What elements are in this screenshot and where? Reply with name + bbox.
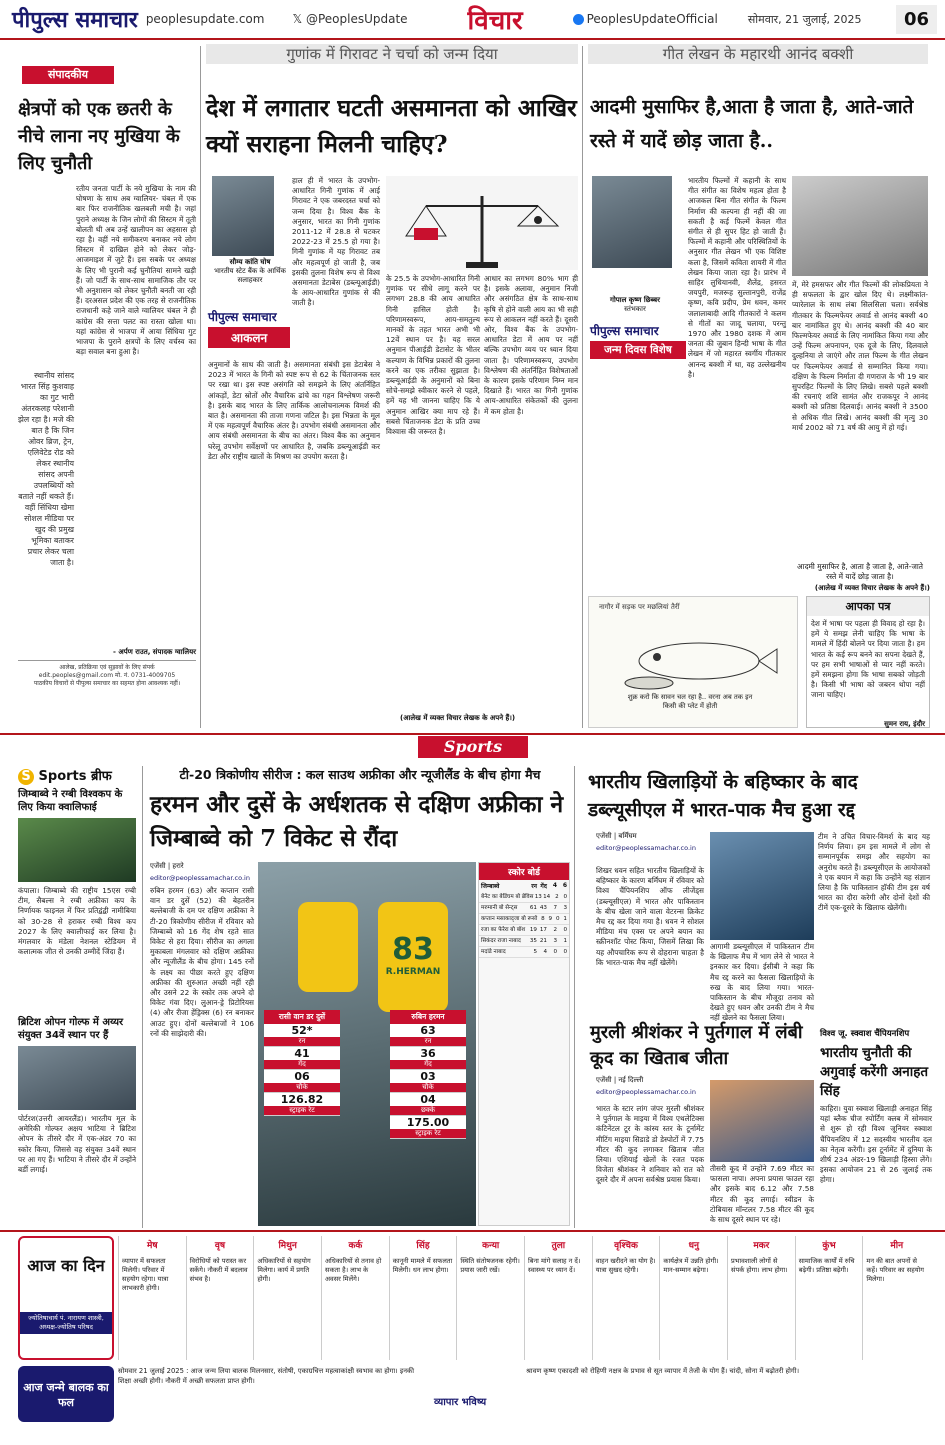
sign-name: कर्क [348, 1241, 363, 1251]
scoreboard-row [479, 903, 569, 914]
lyricist-footer: (आलेख में व्यक्त विचार लेखक के अपने हैं।) [814, 584, 930, 592]
horoscope-sign [389, 1236, 457, 1360]
stats-player2-list [390, 1024, 466, 1139]
scoreboard-cell: 9 [548, 916, 553, 922]
scoreboard-row [479, 925, 569, 936]
cartoon [588, 596, 798, 728]
columnist-photo [592, 176, 672, 268]
sports-brief-logo: S Sports ब्रीफ [18, 766, 138, 785]
main-headline: हरमन और दुसें के अर्धशतक से दक्षिण अफ्रीका ने जिम्बाब्वे को 7 विकेट से रौंदा [150, 791, 564, 852]
today-title: आज का दिन [27, 1256, 105, 1275]
today-note: ज्योतिषाचार्य पं. नारायण शास्त्री, अध्यक्ष-ज्योतिष परिषद [20, 1312, 112, 1334]
scoreboard-cell: 61 [529, 905, 537, 911]
child-text: सोमवार 21 जुलाई 2025 : आज जन्म लिया बालक मिलनसार, संतोषी, एकाग्रचित्त महत्वाकांक्षी स्वभाव का होगा। इनकी शिक्षा अच्छी होगी। नौकरी में अच्छी सफलता प्राप्त होगी। [118, 1367, 414, 1385]
editorial-body: रतीय जनता पार्टी के नये मुखिया के नाम की घोषणा के साथ अब ग्वालियर- चंबल में एक बार फिर राजनीतिक खलबली मची है। जहां पुराने अध्यक्ष के जिन लोगों की सिस्टम में तूती बोलती थी अब उन्हें खालीपन का अहसास हो रहा है। वहीं नये समीकरण बनाकर नये लोग सिस्टम में दाखिल होने को लेकर जोड़-आजमाइश में जुटे हैं। इस सबके पर अध्यक्ष के लिए भी पुरानी कई चुनौतियां सामने खड़ी हैं। जो पार्टी के साथ-साथ सामाजिक तौर पर भी अनुशासन को लेकर चुनौती बनती जा रही हैं। दरअसल प्रदेश की एक तरह से राजनीतिक राजधानी कहे जाने वाले ग्वालियर चंबल ने ही कांग्रेस की सत्ता पलट का रास्ता खोला था। यहां कांग्रेस से भाजपा में आया सिंधिया गुट भाजपा के पुराने क्षत्रपों के लिए वर्चस्व का बड़ा सवाल बना हुआ है। [76, 184, 196, 357]
scoreboard-head-cell: जिम्बाब्वे [481, 883, 500, 890]
sign-text: विरोधियों को परास्त कर सकेंगे। नौकरी में बदलाव संभव है। [189, 1257, 248, 1283]
scoreboard-cell: 0 [563, 949, 567, 955]
stat-item [390, 1093, 466, 1116]
boycott-dateline: एजेंसी | बर्मिंघम [596, 832, 637, 840]
scoreboard-head-cell: रन [531, 883, 537, 890]
sign-name: सिंह [416, 1241, 430, 1251]
scoreboard-head-cell: 4 [552, 882, 557, 889]
horoscope-rule [0, 1230, 945, 1232]
stat-label: छक्के [390, 1106, 466, 1115]
horoscope-sign [253, 1236, 321, 1360]
sign-name: धनु [688, 1241, 699, 1251]
sign-name: तुला [551, 1241, 566, 1251]
scoreboard-cell: 1 [563, 916, 567, 922]
scoreboard [478, 862, 570, 1226]
scoreboard-cell: बेनेट का बेडिंघम बो ब्रेविस [481, 894, 534, 900]
scoreboard-cell: 3 [553, 938, 557, 944]
stat-value: 06 [294, 1070, 310, 1083]
editorial-label: संपादकीय [22, 66, 114, 84]
main-email[interactable]: editor@peoplessamachar.co.in [150, 874, 250, 882]
stats-player1-title: रासी वान डर दुसें [264, 1010, 340, 1024]
scoreboard-cell: 0 [563, 894, 568, 900]
horoscope-sign [659, 1236, 727, 1360]
lyricist-col1: भारतीय फिल्मों में कहानी के साथ गीत संगीत का विशेष महत्व होता है आजकल बिना गीत संगीत के फिल्म निर्माण की कल्पना ही नहीं की जा सकती है कई फिल्में केवल गीत संगीत से ही सुपर हिट हो जाती हैं। फिल्मों में कहानी और परिस्थितियों के अनुसार गीत लेखन भी एक विशिष्ट कला है, जिसमें कविता शायरी में गीत लेखन किया जाता रहा है। प्रारंभ में साहिर लुधियानवी, शैलेंद्र, हसरत जयपुरी, मजरूह सुल्तानपुरी, राजेंद्र कृष्ण, कवि प्रदीप, प्रेम धवन, कमर जलालाबादी आदि गीतकारों ने कलम से गीतों का जादू चलाया, परन्तु 1970 और 1980 दशक में आम जनता की जुबान हिन्दी भाषा के गीत लेखन में जो महारत स्वर्गीय गीतकार आनन्द बक्शी में था, वह उल्लेखनीय है। [688, 176, 786, 379]
column-divider [142, 766, 143, 1228]
author-photo [212, 176, 274, 256]
stats-player2-title: रुबिन हरमन [390, 1010, 466, 1024]
boycott-body3: टीम ने उचित विचार-विमर्श के बाद यह निर्णय लिया। हम इस मामले में लोग से सम्मानपूर्वक समझ और सहयोग का अनुरोध करते हैं। डब्ल्यूसीएल के आयोजकों ने एक बयान में कहा कि उन्होंने यह संज्ञान लिया है कि पाकिस्तान हॉकी टीम इस वर्ष भारत का दौरा करेगी और दोनों देशों की टीमें एक-दूसरे के खिलाफ खेलेंगी। [818, 832, 930, 913]
sign-text: अधिकारियों से तनाव हो सकता है। लाभ के अवसर मिलेंगे। [325, 1257, 382, 1283]
stat-value: 41 [294, 1047, 310, 1060]
cartoon-caption: नागौर में सड़क पर मछलियां तैरीं [599, 603, 680, 611]
horoscope-sign [727, 1236, 795, 1360]
column-divider [582, 46, 583, 728]
sign-text: वाहन खरीदने का योग है। यात्रा सुखद रहेगी। [595, 1257, 656, 1274]
jump-body2: तीसरी कूद में उन्होंने 7.69 मीटर का फासला नापा। अपना प्रयास फाउल रहा और इसके बाद 6.12 और 7.58 मीटर की कूद लगाई। स्वीडन के टोबियास मॉन्टलर 7.58 मीटर की कूद के साथ दूसरे स्थान पर रहे। [710, 1164, 814, 1225]
brief2-body: पोर्टरश(उत्तरी आयरलैंड)। भारतीय मूल के अमेरिकी गोल्फर अक्षय भाटिया ने ब्रिटिश ओपन के तीसरे दौर में एक-अंडर 70 का स्कोर किया, जिससे वह संयुक्त 34वें स्थान पर आ गए हैं। भाटिया ने तीसरे दौर में उन्होंने बर्डी लगाई। [18, 1114, 136, 1175]
sign-text: मन की बात अपनों से कहें। परिवार का सहयोग मिलेगा। [866, 1257, 924, 1283]
sign-name: मकर [753, 1241, 770, 1251]
scoreboard-cell: 5 [533, 949, 537, 955]
masthead [0, 0, 945, 40]
stat-value: 36 [420, 1047, 436, 1060]
lyricist-kicker: गीत लेखन के महारथी आनंद बक्शी [588, 44, 928, 64]
sign-name: मीन [890, 1241, 904, 1251]
scoreboard-row [479, 892, 569, 903]
stat-label: गेंद [264, 1060, 340, 1069]
scoreboard-cell: 13 [534, 894, 542, 900]
stat-value: 126.82 [280, 1093, 324, 1106]
lyricist-headline: आदमी मुसाफिर है,आता है जाता है, आते-जाते रस्ते में यादें छोड़ जाता है.. [590, 96, 914, 152]
stat-label: चौके [390, 1083, 466, 1092]
horoscope-sign [186, 1236, 254, 1360]
scoreboard-cell: रजा का फेरेरा बो बॉश [481, 927, 526, 933]
scoreboard-cell: 0 [555, 916, 560, 922]
scoreboard-cell: मरुमानी बो सेन्ट्स [481, 905, 518, 911]
sign-text: कार्यक्षेत्र में उन्नति होगी। मान-सम्मान बढ़ेगा। [663, 1257, 719, 1274]
sign-name: कन्या [482, 1241, 500, 1251]
sreeshankar-photo [710, 1080, 814, 1162]
scoreboard-cell: 3 [563, 905, 567, 911]
jump-email[interactable]: editor@peoplessamachar.co.in [596, 1088, 696, 1096]
website-link[interactable]: peoplesupdate.com [145, 12, 265, 26]
letter-body: देश में भाषा पर पहला ही विवाद हो रहा है। हमें ये समझ लेनी चाहिए कि भाषा के मामले में हिंदी बोलने पर दिया जाता है। हम भारत के कई रूप बनने का सपना देखते हैं, पर हम सभी भाषाओं से प्यार नहीं करते। हमें समझना होगा कि भाषा सबको जोड़ती है। किसी भी भाषा को जबरन थोपा नहीं जाना चाहिए। [811, 619, 925, 700]
cartoon-speech: शुक्र करो कि सावन चल रहा है.. वरना अब तक इन किसी की प्लेट में होती [627, 693, 753, 710]
scoreboard-header [479, 880, 569, 892]
horoscope-signs [118, 1236, 930, 1360]
analysis-col3: के 25.5 के उपभोग-आधारित गिनी गुणांक पर सीधे लागू करने पर लगभग 28.8 की आय आधारित गिनी हासिल होती है। परिणामस्वरूप, आय-समतुल्य मानकों के तहत भारत अभी भी 12वें स्थान पर है। यह सरल अनुमान पीआईडी डेटासेट के भीतर कल्याण के विभिन्न प्रकारों की तुलना करने का एक तरीका सुझाता है। डब्ल्यूआईडी के अनुमानों को बिना सोचे-समझे स्वीकार करने से पहले, हमें यह भी जानना चाहिए कि ये अनुमान आखिर क्या माप रहे हैं। सबसे चिंताजनक डेटा के प्रति उच्च विश्वास की जरूरत है। [386, 274, 480, 437]
facebook-handle[interactable]: PeoplesUpdateOfficial [573, 12, 718, 26]
sign-name: वृष [214, 1241, 226, 1251]
main-dateline: एजेंसी | हरारे [150, 862, 184, 870]
boycott-headline: भारतीय खिलाड़ियों के बहिष्कार के बाद डब्ल्यूसीएल में भारत-पाक मैच हुआ रद्द [588, 771, 858, 821]
lyricist-closing: आदमी मुसाफिर है, आता है जाता है, आते-जाते रस्ते में यादें छोड़ जाता है। [797, 562, 923, 581]
stat-label: रन [264, 1037, 340, 1046]
issue-date: सोमवार, 21 जुलाई, 2025 [747, 12, 862, 26]
player1-figure [298, 902, 358, 992]
stat-value: 04 [420, 1093, 436, 1106]
stat-value: 52* [291, 1024, 313, 1037]
analysis-footer: (आलेख में व्यक्त विचार लेखक के अपने हैं।) [400, 714, 516, 722]
business-title: व्यापार भविष्य [434, 1397, 487, 1408]
scoreboard-cell: 43 [539, 905, 547, 911]
scoreboard-cell: 0 [563, 927, 567, 933]
scoreboard-cell: मदांडे नाबाद [481, 949, 506, 955]
jump-headline: मुरली श्रीशंकर ने पुर्तगाल में लंबी कूद का खिताब जीता [590, 1022, 803, 1069]
sign-name: मिथुन [278, 1241, 297, 1251]
stat-item [390, 1024, 466, 1047]
jump-body: भारत के स्टार लांग जंपर मुरली श्रीशंकर ने पुर्तगाल के माइया में विश्व एथलेटिक्स कंटिनेंटल टूर के कांस्य स्तर के टूर्नामेंट मीटिंग माइया सिडाडे डो डेस्पोर्टो में 7.75 मीटर की कूद लगाकर खिताब जीत लिया। एशियाई खेलों के रजत पदक विजेता श्रीशंकर ने शनिवार को रात को दूसरे दौर में अपना सर्वश्रेष्ठ प्रयास किया। [596, 1104, 704, 1185]
scoreboard-cell: 14 [543, 894, 551, 900]
stat-item [390, 1047, 466, 1070]
author-caption: सौम्य कांति घोष भारतीय स्टेट बैंक के आर्थिक सलाहकार [214, 258, 286, 284]
sign-text: स्थिति संतोषजनक रहेगी। प्रयास जारी रखें। [460, 1257, 520, 1274]
scoreboard-cell: 2 [555, 894, 559, 900]
section-title: विचार [467, 6, 523, 36]
sign-name: मेष [147, 1241, 158, 1251]
analysis-col2: अनुमानों के साथ की जाती है। असमानता संबंधी इस डेटाबेस ने 2023 में भारत के गिनी को स्पष्ट रूप से 62 के चिंताजनक स्तर पर रखा था। इस स्पष्ट असंगति को समझने के लिए अंतर्निहित आंकड़ों, डेटा स्रोतों और वैचारिक ढांचे का गहन विश्लेषण जरूरी है। इसके बाद भारत के लिए तार्किक आलोचनात्मक विमर्श की बात है। असमानता की ताजा गणना जटिल है। इस भिन्नता के मूल में एक महत्वपूर्ण वैचारिक अंतर है। उपभोग संबंधी असमानता और आय संबंधी असमानता के बीच का अंतर। विश्व बैंक का अनुमान घरेलू उपभोग सर्वेक्षणों पर आधारित है, जबकि डब्ल्यूआईडी कर डेटा और राष्ट्रीय खातों के मिश्रण का उपयोग करता है। [208, 360, 380, 461]
horoscope-sign [592, 1236, 660, 1360]
scoreboard-cell: 21 [539, 938, 547, 944]
fish-drawing [609, 621, 779, 691]
divider [18, 660, 196, 661]
scoreboard-cell: 2 [553, 927, 557, 933]
rugby-photo [18, 818, 136, 882]
scoreboard-cell: 19 [529, 927, 537, 933]
business-text: श्रावण कृष्ण एकादशी को रोहिणी नक्षत्र के प्रभाव से सूत व्यापार में तेजी के योग हैं। चांदी, सोना में बढ़ोतरी होगी। [526, 1367, 800, 1375]
scoreboard-cell: सिकंदर राजा नाबाद [481, 938, 521, 944]
scoreboard-cell: 0 [553, 949, 557, 955]
squash-body: काहिरा। युवा स्क्वाश खिलाड़ी अनाहत सिंह यहां ब्लैक चीज स्पोर्टिंग क्लब में सोमवार से शुरू हो रही विश्व जूनियर स्क्वाश चैंपियनशिप में 12 सदस्यीय भारतीय दल का नेतृत्व करेंगी। इस टूर्नामेंट में दुनिया के शीर्ष 234 अंडर-19 खिलाड़ी हिस्सा लेंगे। इसका आयोजन 21 से 26 जुलाई तक होगा। [820, 1104, 932, 1185]
scoreboard-row [479, 914, 569, 925]
brief1-body: कंपाला। जिम्बाब्वे की राष्ट्रीय 15एस रग्बी टीम, सैबल्स ने रग्बी अफ्रीका कप के निर्णायक फाइनल में फिर प्रतिद्वंद्वी नामीबिया को 30-28 से हराकर रग्बी विश्व कप 2027 के लिए क्वालीफाई कर लिया है। मंगलवार के मंडेला नेशनल स्टेडियम में कलात्मक जीत से उनकी उम्मीदें जिंदा हैं। [18, 886, 136, 957]
stat-item [390, 1116, 466, 1139]
scoreboard-head-cell: 6 [562, 882, 567, 889]
anand-bakshi-photo [792, 176, 928, 276]
scoreboard-row [479, 947, 569, 958]
stat-label: रन [390, 1037, 466, 1046]
scoreboard-cell: 1 [563, 938, 567, 944]
editorial-headline: क्षेत्रपों को एक छतरी के नीचे लाना नए मुखिया के लिए चुनौती [18, 99, 180, 174]
horoscope-sign [795, 1236, 863, 1360]
sign-text: व्यापार में सफलता मिलेगी। परिवार में सहयोग रहेगा। यात्रा लाभकारी होगी। [122, 1257, 169, 1292]
stat-item [390, 1070, 466, 1093]
stat-item [264, 1093, 340, 1116]
horoscope-sign [456, 1236, 524, 1360]
stat-item [264, 1070, 340, 1093]
today-box [18, 1236, 114, 1360]
scoreboard-cell: 7 [553, 905, 557, 911]
stat-value: 175.00 [406, 1116, 450, 1129]
scoreboard-cell: 4 [543, 949, 547, 955]
scoreboard-cell: 17 [539, 927, 547, 933]
stat-label: स्ट्राइक रेट [390, 1129, 466, 1138]
horoscope-sign [524, 1236, 592, 1360]
letter-box [806, 596, 930, 728]
twitter-handle[interactable]: 𝕏 @PeoplesUpdate [292, 12, 408, 26]
editorial-pullquote: स्थानीय सांसद भारत सिंह कुशवाह का गुट भारी अंतरकलह परेशानी झेल रहा है। मजे की बात है कि जिन ओवर ब्रिज, ट्रेन, एलिवेटेड रोड को लेकर स्थानीय सांसद अपनी उपलब्धियों को बताते नहीं थकते हैं। वहीं सिंधिया खेमा सोशल मीडिया पर खुद की प्रमुख भूमिका बताकर प्रचार लेकर चला जाता है। [18, 371, 74, 567]
stat-label: स्ट्राइक रेट [264, 1106, 340, 1115]
scoreboard-head-cell: गेंद [540, 883, 547, 890]
scoreboard-cell: 8 [541, 916, 545, 922]
scoreboard-cell: 35 [529, 938, 537, 944]
sign-text: सामाजिक कार्यों में रुचि बढ़ेगी। प्रतिष्ठा बढ़ेगी। [798, 1257, 855, 1274]
editorial-contact: edit.peoples@gmail.com मो. नं. 0731-4009705 [38, 672, 176, 679]
scoreboard-cell: कप्तान मसाकाद्जा बो रूसो [481, 916, 538, 922]
jump-dateline: एजेंसी | नई दिल्ली [596, 1076, 644, 1084]
letter-signature: सुमन राय, इंदौर [884, 720, 925, 728]
jersey-name: R.HERMAN [385, 967, 441, 977]
page-number: 06 [896, 5, 937, 34]
facebook-icon [573, 14, 584, 25]
analysis-headline: देश में लगातार घटती असमानता को आखिर क्यों सराहना मिलनी चाहिए? [206, 94, 577, 158]
stat-value: 63 [420, 1024, 436, 1037]
squash-headline: भारतीय चुनौती की अगुवाई करेंगी अनाहत सिंह [820, 1045, 929, 1099]
sign-text: प्रभावशाली लोगों से संपर्क होगा। लाभ होगा। [731, 1257, 788, 1274]
sign-text: कानूनी मामले में सफलता मिलेगी। धन लाभ होगा। [392, 1257, 453, 1274]
lyricist-col2: में, मेरे हमसफर और गीत फिल्मों की लोकप्रियता ने ही सफलता के द्वार खोल दिए थे। लक्ष्मीकांत-प्यारेलाल के साथ लंबा सिलसिला चला। सर्वश्रेष्ठ गीतकार के फिल्मफेयर अवार्ड से आनंद बक्शी 40 बार नामांकित हुए थे। आनंद बक्शी की 40 बार फिल्मफेयर अवार्ड के लिए नामांकित किया गया और उन्हें फिल्म अपनापन, एक दूजे के लिए, दिलवाले दुल्हनिया ले जाएंगे और ताल फिल्म के गीत लेखन पर फिल्मफेयर अवार्ड से सम्मानित किया गया। दक्षिण के फिल्म निर्माता दी गणराज के भी 19 बार सुपरहिट फिल्मों के लिए लिखे। सबसे पहले बक्शी की रचनाएं शशि सामंत और राजकपूर ने आनंद बक्शी को प्रतिष्ठा दिलवाई। आनंद बक्शी ने 3500 से अधिक गीत लिखे। आनंद बक्शी की मृत्यु 30 मार्च 2002 को 71 वर्ष की आयु में हो गई। [792, 280, 928, 432]
players-photo [710, 832, 814, 940]
inequality-illustration [386, 176, 578, 270]
analysis-kicker: गुणांक में गिरावट ने चर्चा को जन्म दिया [206, 44, 578, 64]
sign-name: कुंभ [822, 1241, 836, 1251]
column-divider [200, 46, 201, 728]
boycott-body2: आगामी डब्ल्यूसीएल में पाकिस्तान टीम के खिलाफ मैच में भाग लेने से भारत ने इनकार कर दिया। ईसीबी ने कहा कि मैच रद्द करने का फैसला खिलाड़ियों के रुख के बाद लिया गया। भारत-पाकिस्तान के बीच मौजूदा तनाव को देखते हुए धवन और उनकी टीम ने मैच नहीं खेलने का फैसला लिया। [710, 942, 814, 1023]
boycott-body: शिखर धवन सहित भारतीय खिलाड़ियों के बहिष्कार के कारण बर्मिंघम में रविवार को विश्व चैंपियनशिप ऑफ लीजेंड्स (डब्ल्यूसीएल) में भारत और पाकिस्तान के बीच खेला जाने वाला वेटरन्स क्रिकेट मैच रद्द कर दिया गया है। धवन ने सोशल मीडिया मंच एक्स पर अपने बयान का स्क्रीनशॉट पोस्ट किया, जिसमें लिखा कि यह औपचारिक रूप से दोहराना चाहता है कि भारत-पाक मैच नहीं खेलेंगे। [596, 866, 704, 967]
horoscope-sign [862, 1236, 930, 1360]
birthday-badge: पीपुल्स समाचार जन्म दिवस विशेष [590, 322, 686, 356]
analysis-intro: हाल ही में भारत के उपभोग-आधारित गिनी गुणांक में आई गिरावट ने एक जबरदस्त चर्चा को जन्म दिया है। विश्व बैंक के अनुसार, भारत का गिनी गुणांक 2011-12 में 28.8 से घटकर 2022-23 में 25.5 हो गया है। गिनी गुणांक में यह गिरावट तब और महत्वपूर्ण हो जाती है, जब इसकी तुलना विशेष रूप से विश्व असमानता डेटाबेस (डब्ल्यूआईडी) के आय-आधारित गुणांक से की जाती है। [292, 176, 380, 308]
stats-player1 [264, 1010, 340, 1116]
editorial-footer: आलेख, प्रतिक्रिया एवं सुझावों के लिए संपर्क edit.peoples@gmail.com मो. नं. 0731-4009705 पाठकीय विचारों से पीपुल्स समाचार का सहमत होना आवश्यक नहीं। [18, 664, 196, 688]
horoscope-sign [321, 1236, 389, 1360]
stat-label: चौके [264, 1083, 340, 1092]
jersey-number: 83 [392, 932, 434, 967]
stat-value: 03 [420, 1070, 436, 1083]
boycott-email[interactable]: editor@peoplessamachar.co.in [596, 844, 696, 852]
stats-player2 [390, 1010, 466, 1139]
stat-label: गेंद [390, 1060, 466, 1069]
column-divider [574, 766, 575, 1228]
letter-title: आपका पत्र [807, 597, 929, 616]
stats-player1-list [264, 1024, 340, 1116]
aaklan-badge: पीपुल्स समाचार आकलन [208, 308, 290, 346]
sign-text: बिना मांगे सलाह न दें। स्वास्थ्य पर ध्यान दें। [528, 1257, 581, 1274]
sign-name: वृश्चिक [614, 1241, 638, 1251]
squash-kicker: विश्व जू. स्क्वाश चैंपियनशिप [820, 1029, 910, 1039]
player2-figure [378, 902, 448, 1012]
stat-item [264, 1024, 340, 1047]
stat-item [264, 1047, 340, 1070]
main-kicker: टी-20 त्रिकोणीय सीरीज : कल साउथ अफ्रीका और न्यूजीलैंड के बीच होगा मैच [179, 767, 541, 782]
x-icon: 𝕏 [292, 12, 306, 26]
child-title: आज जन्मे बालक का फल [18, 1366, 114, 1422]
scoreboard-row [479, 936, 569, 947]
main-body: रुबिन हरमन (63) और कप्तान रासी वान डर दुसें (52) की बेहतरीन बल्लेबाजी के दम पर दक्षिण अफ्रीका ने टी-20 त्रिकोणीय सीरीज में रविवार को जिम्बाब्वे को 16 गेंद शेष रहते सात विकेट से हरा दिया। सीरीज का अगला मुकाबला मंगलवार को दक्षिण अफ्रीका और न्यूजीलैंड के बीच होगा। 145 रनों के लक्ष्य का पीछा करते हुए दक्षिण अफ्रीका की शुरुआत अच्छी नहीं रही और उसने 22 के स्कोर तक अपने दो विकेट गंवा दिए। लुआन-ड्रे प्रिटोरियस (4) और रीजा हेंड्रिक्स (6) रन बनाकर आउट हुए। दोनों बल्लेबाजों ने 106 रनों की साझेदारी की। [150, 886, 254, 1038]
analysis-col4: आधार का लगभग 80% भाग ही है। इसके अलावा, अनुमान निजी और असंगठित क्षेत्र के साथ-साथ कृषि से होने वाली आय का भी सही रूप से आकलन नहीं करते हैं। दूसरी ओर, विश्व बैंक के उपभोग-आधारित डेटा में आय पर नहीं बल्कि उपभोग व्यय पर ध्यान दिया जाता है। परिणामस्वरूप, उपभोग विश्लेषण की अंतर्निहित विशेषताओं के कारण इसके परिणाम निम्न मान दिखाते हैं। भारत का गिनी गुणांक आय-आधारित संकेतकों की तुलना में कम होता है। [484, 274, 578, 416]
brief-icon: S [18, 769, 34, 785]
sports-rule [0, 733, 945, 735]
brief1-headline: जिम्बाब्वे ने रग्बी विश्वकप के लिए किया क्वालिफाई [18, 789, 123, 813]
scoreboard-rows [479, 892, 569, 958]
sign-text: अधिकारियों से सहयोग मिलेगा। कार्य में प्रगति होगी। [257, 1257, 311, 1283]
golfer-photo [18, 1046, 136, 1110]
horoscope-sign [118, 1236, 186, 1360]
editorial-signature: - अर्पण राउत, संपादक ग्वालियर [113, 648, 196, 656]
newspaper-logo: पीपुल्स समाचार [12, 7, 138, 33]
brief2-headline: ब्रिटिश ओपन गोल्फ में अय्यर संयुक्त 34वें स्थान पर हैं [18, 1017, 124, 1041]
scoreboard-title: स्कोर बोर्ड [479, 863, 569, 880]
columnist-caption: गोपाल कृष्ण छिब्बर स्तंभकार [610, 296, 660, 313]
sports-banner: Sports [418, 736, 528, 758]
